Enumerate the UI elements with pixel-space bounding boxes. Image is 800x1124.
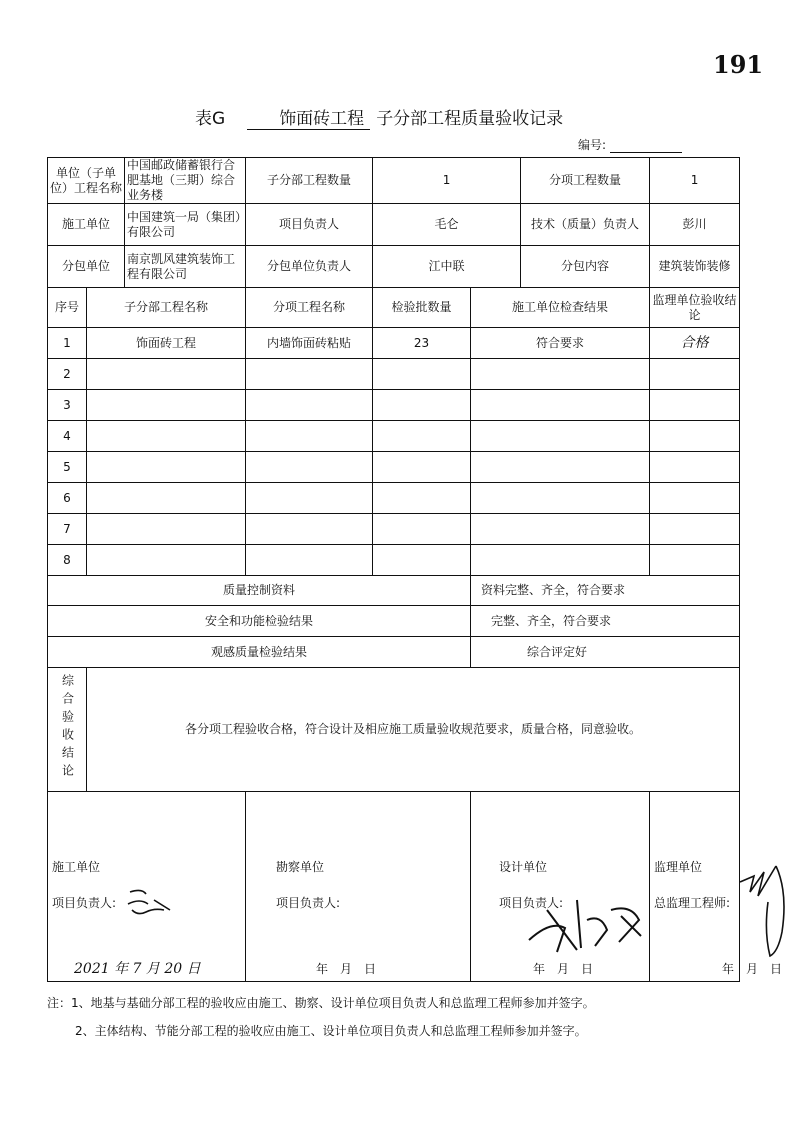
row-batch <box>373 421 471 452</box>
tech-value: 彭川 <box>650 204 740 246</box>
table-row <box>48 452 740 483</box>
row-check <box>471 359 650 390</box>
row-batch <box>373 452 471 483</box>
sig-date: 2021 年 7 月 20 日 <box>74 961 201 977</box>
row-no: 1 <box>48 328 87 359</box>
table-row <box>48 514 740 545</box>
row-check <box>471 483 650 514</box>
summary-label: 质量控制资料 <box>48 576 471 606</box>
conclusion-label-cell <box>48 668 87 792</box>
sig-date: 年 月 日 <box>722 962 783 976</box>
row-accept <box>650 514 740 545</box>
row-no: 5 <box>48 452 87 483</box>
serial-number <box>578 136 682 153</box>
info-row-3 <box>48 246 740 288</box>
title-suffix: 子分部工程质量验收记录 <box>376 109 564 129</box>
row-batch <box>373 483 471 514</box>
sub-lead-label: 分包单位负责人 <box>246 246 373 288</box>
row-item <box>246 421 373 452</box>
contractor-value: 中国建筑一局（集团）有限公司 <box>125 204 246 246</box>
note-2: 2、主体结构、节能分部工程的验收应由施工、设计单位项目负责人和总监理工程师参加并签字。 <box>75 1024 587 1038</box>
sig-role: 项目负责人: <box>52 896 117 910</box>
row-accept <box>650 452 740 483</box>
header-sub-name: 子分部工程名称 <box>87 288 246 328</box>
row-sub: 饰面砖工程 <box>87 328 246 359</box>
signature-scribble-contractor <box>124 886 176 918</box>
row-no: 3 <box>48 390 87 421</box>
signature-scribble-supervision <box>736 852 796 962</box>
header-accept: 监理单位验收结论 <box>650 288 740 328</box>
row-accept <box>650 359 740 390</box>
sub-content-value: 建筑装饰装修 <box>650 246 740 288</box>
row-batch <box>373 390 471 421</box>
row-check <box>471 452 650 483</box>
row-accept <box>650 421 740 452</box>
summary-value: 完整、齐全，符合要求 <box>471 606 740 637</box>
row-item <box>246 359 373 390</box>
item-count-label: 分项工程数量 <box>521 158 650 204</box>
sig-unit: 监理单位 <box>654 860 703 874</box>
row-no: 7 <box>48 514 87 545</box>
summary-label: 观感质量检验结果 <box>48 637 471 668</box>
row-check <box>471 545 650 576</box>
title-subject: 饰面砖工程 <box>247 104 370 130</box>
row-item <box>246 452 373 483</box>
header-row <box>48 288 740 328</box>
row-check <box>471 514 650 545</box>
row-no: 2 <box>48 359 87 390</box>
subcontractor-value: 南京凯风建筑装饰工程有限公司 <box>125 246 246 288</box>
conclusion-row <box>48 668 740 792</box>
table-row <box>48 328 740 359</box>
pm-value: 毛仑 <box>373 204 521 246</box>
signature-scribble-design <box>521 890 651 960</box>
title-prefix: 表G <box>195 109 226 129</box>
sig-unit: 勘察单位 <box>276 860 325 874</box>
row-sub <box>87 421 246 452</box>
row-item <box>246 545 373 576</box>
row-accept-handwritten: 合格 <box>650 328 740 359</box>
row-batch: 23 <box>373 328 471 359</box>
row-batch <box>373 514 471 545</box>
unit-label: 单位（子单位）工程名称 <box>48 158 125 204</box>
sig-date: 年 月 日 <box>533 962 594 976</box>
row-check <box>471 390 650 421</box>
summary-value: 资料完整、齐全，符合要求 <box>471 576 740 606</box>
summary-row <box>48 606 740 637</box>
row-check <box>471 421 650 452</box>
row-sub <box>87 483 246 514</box>
header-item-name: 分项工程名称 <box>246 288 373 328</box>
sig-role: 项目负责人: <box>499 896 564 910</box>
sig-role: 总监理工程师: <box>654 896 731 910</box>
info-row-2 <box>48 204 740 246</box>
serial-label: 编号: <box>578 138 607 152</box>
row-check: 符合要求 <box>471 328 650 359</box>
item-count-value: 1 <box>650 158 740 204</box>
summary-row <box>48 576 740 606</box>
sig-unit: 设计单位 <box>499 860 548 874</box>
table-row <box>48 421 740 452</box>
sig-role: 项目负责人: <box>276 896 341 910</box>
row-sub <box>87 390 246 421</box>
note-1: 注：1、地基与基础分部工程的验收应由施工、勘察、设计单位项目负责人和总监理工程师参加并签字。 <box>47 996 595 1010</box>
table-row <box>48 359 740 390</box>
signature-contractor <box>48 792 246 982</box>
summary-row <box>48 637 740 668</box>
row-item <box>246 483 373 514</box>
row-accept <box>650 545 740 576</box>
conclusion-label: 综合验收结论 <box>60 673 75 782</box>
serial-blank <box>610 140 682 153</box>
info-row-1 <box>48 158 740 204</box>
row-sub <box>87 514 246 545</box>
header-seq: 序号 <box>48 288 87 328</box>
signature-supervision <box>650 792 783 982</box>
sub-count-value: 1 <box>373 158 521 204</box>
contractor-label: 施工单位 <box>48 204 125 246</box>
row-no: 4 <box>48 421 87 452</box>
header-batch: 检验批数量 <box>373 288 471 328</box>
form-title <box>195 104 563 130</box>
header-check: 施工单位检查结果 <box>471 288 650 328</box>
row-sub <box>87 452 246 483</box>
row-accept <box>650 390 740 421</box>
sub-content-label: 分包内容 <box>521 246 650 288</box>
row-item <box>246 514 373 545</box>
table-row <box>48 483 740 514</box>
pm-label: 项目负责人 <box>246 204 373 246</box>
subcontractor-label: 分包单位 <box>48 246 125 288</box>
sig-unit: 施工单位 <box>52 860 101 874</box>
conclusion-text: 各分项工程验收合格，符合设计及相应施工质量验收规范要求，质量合格，同意验收。 <box>87 668 740 792</box>
tech-label: 技术（质量）负责人 <box>521 204 650 246</box>
summary-value: 综合评定好 <box>471 637 740 668</box>
row-no: 6 <box>48 483 87 514</box>
signature-row <box>48 792 740 982</box>
row-accept <box>650 483 740 514</box>
signature-survey <box>246 792 471 982</box>
row-batch <box>373 359 471 390</box>
row-batch <box>373 545 471 576</box>
row-no: 8 <box>48 545 87 576</box>
unit-value: 中国邮政储蓄银行合肥基地（三期）综合业务楼 <box>125 158 246 204</box>
signature-design <box>471 792 650 982</box>
sub-count-label: 子分部工程数量 <box>246 158 373 204</box>
row-sub <box>87 545 246 576</box>
sub-lead-value: 江中联 <box>373 246 521 288</box>
summary-label: 安全和功能检验结果 <box>48 606 471 637</box>
row-item <box>246 390 373 421</box>
table-row <box>48 545 740 576</box>
row-sub <box>87 359 246 390</box>
acceptance-table <box>47 157 783 982</box>
table-row <box>48 390 740 421</box>
sig-date: 年 月 日 <box>316 962 377 976</box>
page-number: 191 <box>713 50 764 79</box>
row-item: 内墙饰面砖粘贴 <box>246 328 373 359</box>
